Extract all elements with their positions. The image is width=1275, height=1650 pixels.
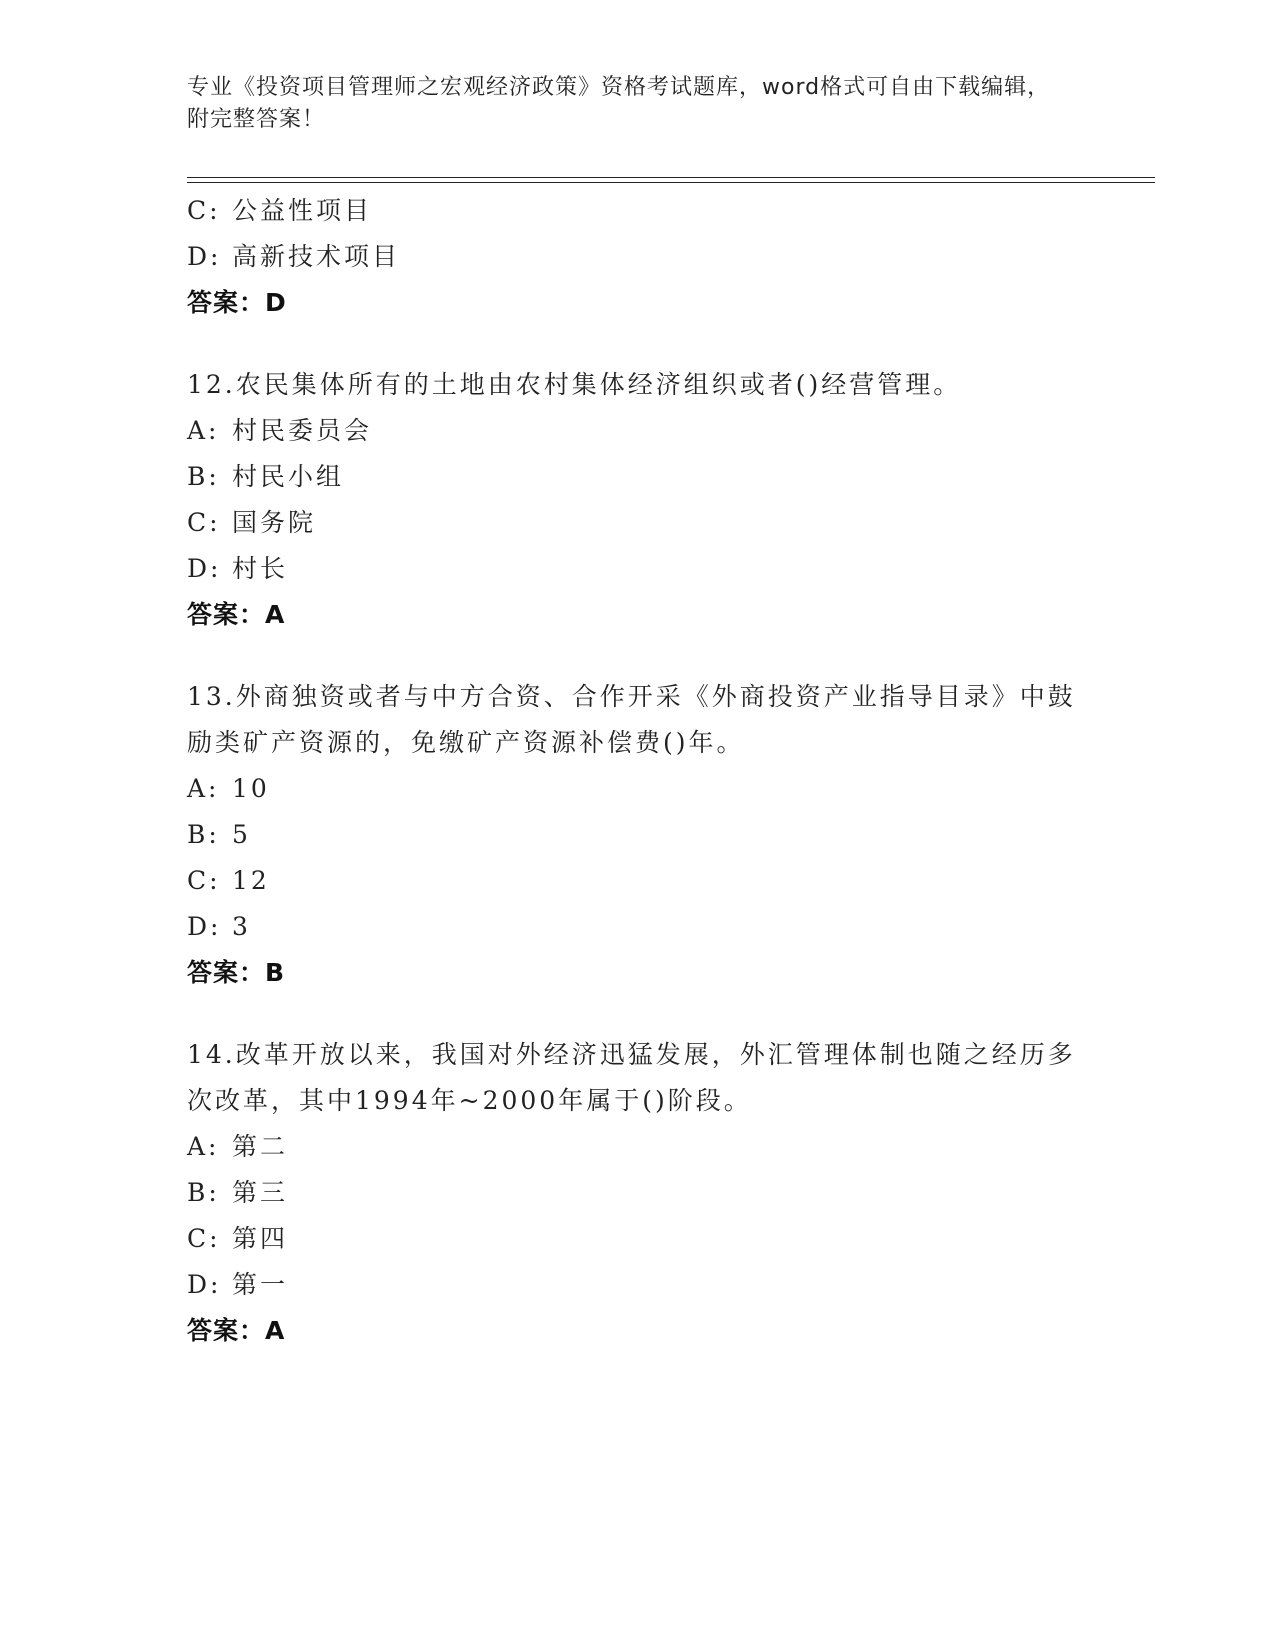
option-line — [187, 454, 1077, 500]
page-header: 专业《投资项目管理师之宏观经济政策》资格考试题库，word格式可自由下载编辑，附完整答案！ — [187, 75, 1051, 132]
option-label: D: — [187, 912, 222, 941]
option-text: 村长 — [232, 554, 289, 583]
option-text: 村民委员会 — [232, 416, 373, 445]
option-label: C: — [187, 196, 221, 225]
answer-line: 答案：A — [187, 600, 286, 629]
answer-line: 答案：D — [187, 288, 287, 317]
option-line — [187, 1124, 1077, 1170]
option-label: D: — [187, 554, 222, 583]
option-text: 高新技术项目 — [232, 242, 401, 271]
option-line — [187, 546, 1077, 592]
header-rule-top — [187, 177, 1155, 178]
option-label: A: — [187, 1132, 220, 1161]
question-stem: 14.改革开放以来，我国对外经济迅猛发展，外汇管理体制也随之经历多次改革，其中1994年~2000年属于()阶段。 — [187, 1040, 1076, 1115]
option-label: A: — [187, 774, 220, 803]
option-line — [187, 766, 1077, 812]
option-line — [187, 188, 1077, 234]
option-line — [187, 1170, 1077, 1216]
option-text: 第四 — [232, 1224, 289, 1253]
option-text: 10 — [232, 774, 270, 803]
question-body — [187, 188, 1077, 1354]
option-line — [187, 904, 1077, 950]
option-line — [187, 1262, 1077, 1308]
option-text: 12 — [232, 866, 270, 895]
option-label: C: — [187, 866, 221, 895]
option-line — [187, 858, 1077, 904]
option-label: D: — [187, 242, 222, 271]
option-text: 公益性项目 — [232, 196, 373, 225]
header-rule-bottom — [187, 182, 1155, 183]
option-text: 第三 — [232, 1178, 289, 1207]
option-line — [187, 408, 1077, 454]
question-14 — [187, 1032, 1077, 1354]
option-label: C: — [187, 1224, 221, 1253]
question-stem: 13.外商独资或者与中方合资、合作开采《外商投资产业指导目录》中鼓励类矿产资源的，免缴矿产资源补偿费()年。 — [187, 682, 1076, 757]
option-label: B: — [187, 820, 220, 849]
answer-line: 答案：A — [187, 1316, 286, 1345]
option-text: 5 — [232, 820, 251, 849]
option-label: C: — [187, 508, 221, 537]
option-line — [187, 812, 1077, 858]
question-stem: 12.农民集体所有的土地由农村集体经济组织或者()经营管理。 — [187, 370, 962, 399]
option-text: 3 — [232, 912, 251, 941]
option-label: B: — [187, 1178, 220, 1207]
option-label: D: — [187, 1270, 222, 1299]
option-label: A: — [187, 416, 220, 445]
option-text: 第二 — [232, 1132, 289, 1161]
option-line — [187, 500, 1077, 546]
option-text: 国务院 — [232, 508, 317, 537]
option-line — [187, 234, 1077, 280]
option-text: 村民小组 — [232, 462, 345, 491]
question-13 — [187, 674, 1077, 996]
option-text: 第一 — [232, 1270, 289, 1299]
option-line — [187, 1216, 1077, 1262]
continued-question — [187, 188, 1077, 326]
answer-line: 答案：B — [187, 958, 286, 987]
question-12 — [187, 362, 1077, 638]
option-label: B: — [187, 462, 220, 491]
